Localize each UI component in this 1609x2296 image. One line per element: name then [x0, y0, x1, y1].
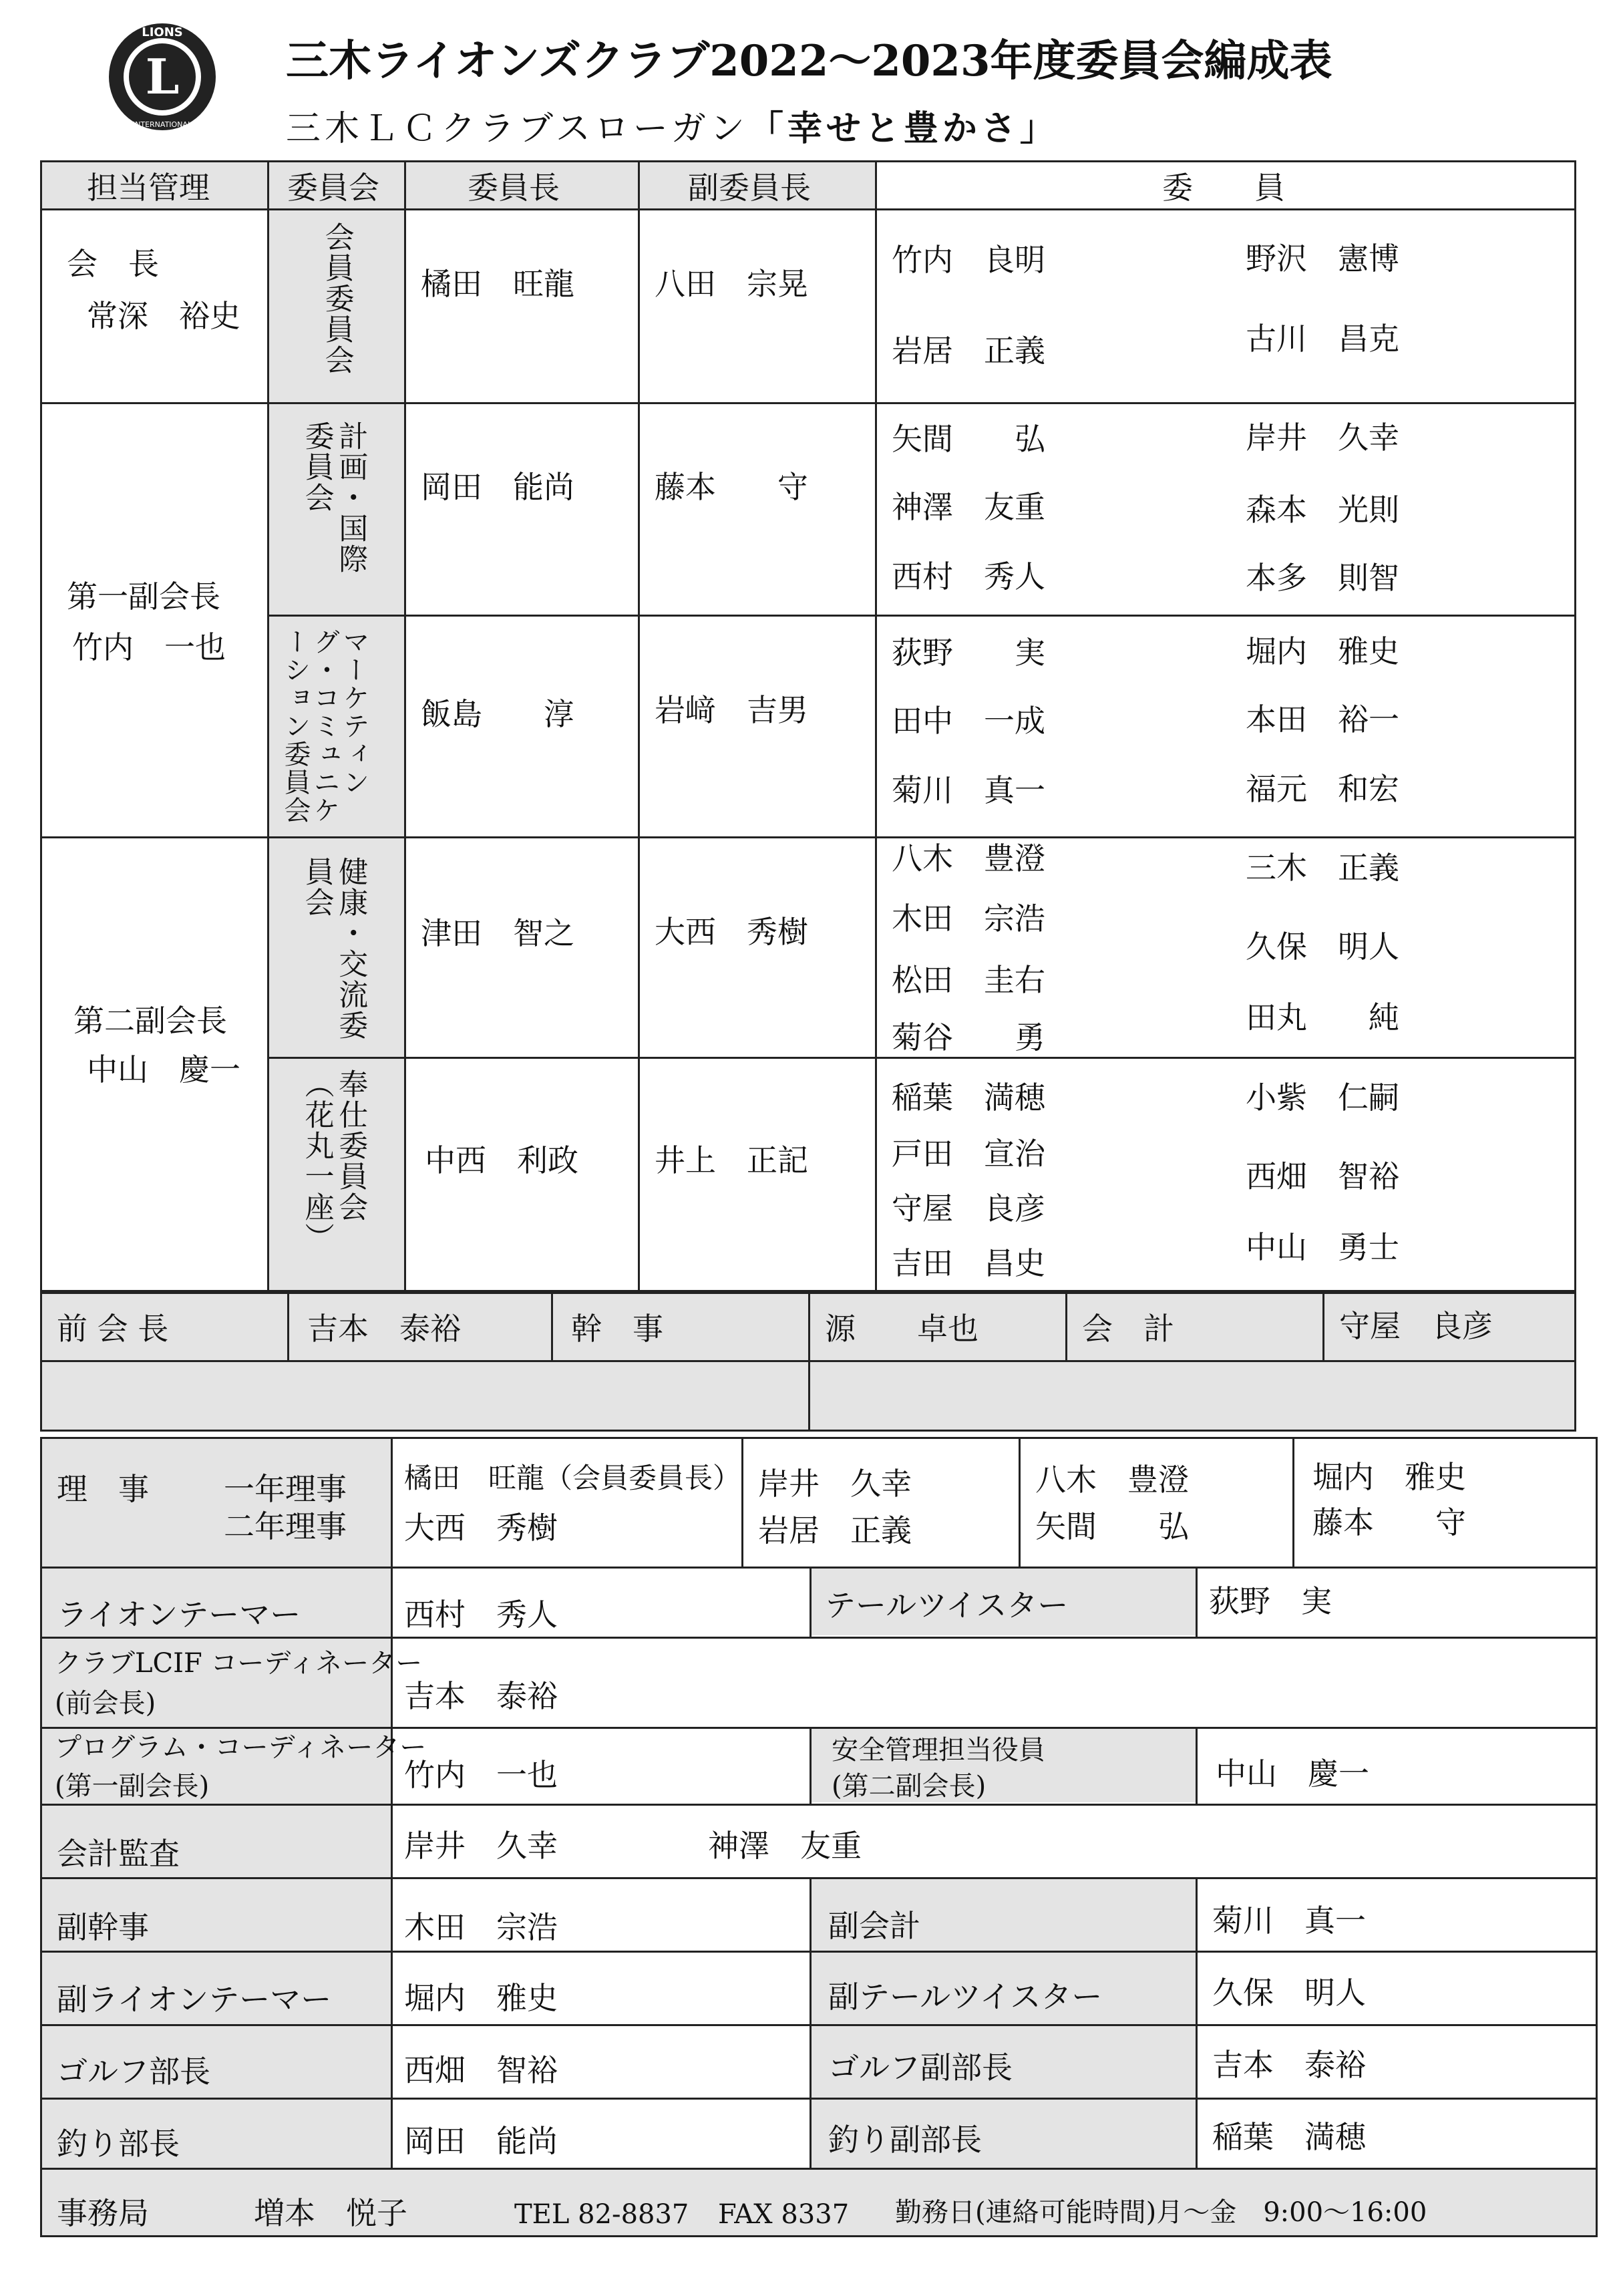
group-role: 第二副会長	[73, 1003, 227, 1039]
committee-name: 会員委員会	[319, 222, 354, 375]
committee-member: 堀内 雅史	[1246, 633, 1399, 669]
office-fax: FAX 8337	[718, 2199, 850, 2230]
auditor-name: 神澤 友重	[708, 1828, 862, 1864]
vice-tail-twister-label: 副テールツイスター	[828, 1979, 1103, 2015]
committee-member: 本多 則智	[1246, 560, 1399, 596]
group-name: 常深 裕史	[87, 298, 240, 334]
vice-secretary-name: 木田 宗浩	[404, 1909, 558, 1945]
director-name: 橘田 旺龍（会員委員長）	[404, 1462, 741, 1494]
committee-chair: 中西 利政	[425, 1142, 578, 1178]
committee-chair: 岡田 能尚	[421, 469, 574, 505]
committee-member: 小紫 仁嗣	[1246, 1080, 1399, 1116]
committee-member: 久保 明人	[1246, 929, 1399, 965]
committee-member: 八木 豊澄	[892, 840, 1045, 876]
committee-member: 森本 光則	[1246, 492, 1399, 528]
safety-label-sub: (第二副会長)	[832, 1771, 987, 1802]
directors-year2-label: 二年理事	[224, 1508, 347, 1544]
group-name: 中山 慶一	[87, 1051, 240, 1088]
director-name: 堀内 雅史	[1312, 1459, 1466, 1495]
committee-vice-chair: 岩﨑 吉男	[655, 692, 808, 728]
committee-member: 田中 一成	[892, 703, 1045, 739]
committee-member: 西村 秀人	[892, 558, 1045, 595]
director-name: 大西 秀樹	[404, 1510, 558, 1546]
group-name: 竹内 一也	[72, 629, 226, 665]
director-name: 藤本 守	[1312, 1504, 1466, 1540]
safety-name: 中山 慶一	[1216, 1756, 1369, 1792]
svg-text:L: L	[145, 48, 180, 105]
director-name: 八木 豊澄	[1035, 1462, 1189, 1498]
committee-member: 戸田 宣治	[892, 1136, 1045, 1172]
secretary-label: 幹 事	[571, 1311, 663, 1347]
vice-treasurer-name: 菊川 真一	[1212, 1903, 1366, 1939]
committee-vice-chair: 大西 秀樹	[655, 914, 808, 950]
golf-vice-name: 吉本 泰裕	[1212, 2047, 1366, 2083]
committee-member: 岸井 久幸	[1246, 420, 1399, 456]
committee-member: 岩居 正義	[892, 333, 1045, 369]
fishing-vice-name: 稲葉 満穂	[1212, 2119, 1366, 2155]
auditor-label: 会計監査	[57, 1836, 180, 1872]
committee-member: 福元 和宏	[1246, 771, 1399, 807]
director-name: 岩居 正義	[758, 1512, 912, 1548]
secretary-name: 源 卓也	[825, 1311, 978, 1347]
lion-tamer-label: ライオンテーマー	[57, 1597, 301, 1633]
lions-logo	[106, 20, 219, 134]
lcif-name: 吉本 泰裕	[404, 1678, 558, 1714]
committee-member: 野沢 憲博	[1246, 240, 1399, 277]
tail-twister-label: テールツイスター	[825, 1587, 1069, 1623]
treasurer-name: 守屋 良彦	[1339, 1308, 1493, 1344]
golf-label: ゴルフ部長	[57, 2054, 210, 2090]
committee-member: 三木 正義	[1246, 850, 1399, 886]
office-hours: 勤務日(連絡可能時間)月～金 9:00～16:00	[895, 2197, 1427, 2228]
committee-name: 計画・国際委員会	[299, 421, 368, 575]
group-role: 第一副会長	[67, 579, 220, 615]
header-chair: 委員長	[468, 170, 560, 206]
treasurer-label: 会 計	[1082, 1311, 1174, 1347]
office-tel: TEL 82-8837	[514, 2199, 689, 2230]
vice-lion-tamer-name: 堀内 雅史	[404, 1980, 558, 2016]
office-name: 増本 悦子	[254, 2195, 407, 2231]
header-members: 委 員	[1162, 170, 1285, 206]
vice-tail-twister-name: 久保 明人	[1212, 1975, 1366, 2011]
fishing-name: 岡田 能尚	[404, 2123, 558, 2159]
past-president-label: 前 会 長	[57, 1311, 169, 1347]
director-name: 岸井 久幸	[758, 1466, 912, 1502]
vice-treasurer-label: 副会計	[828, 1908, 920, 1944]
page-title: 三木ライオンズクラブ2022～2023年度委員会編成表	[286, 36, 1332, 86]
committee-member: 矢間 弘	[892, 421, 1045, 457]
committee-member: 西畑 智裕	[1246, 1158, 1399, 1194]
svg-text:INTERNATIONAL: INTERNATIONAL	[132, 120, 192, 129]
committee-chair: 橘田 旺龍	[421, 266, 574, 302]
committee-chair: 飯島 淳	[421, 696, 574, 732]
slogan-text: 「幸せと豊かさ」	[748, 108, 1059, 149]
committee-vice-chair: 藤本 守	[655, 469, 808, 505]
program-name: 竹内 一也	[404, 1757, 558, 1793]
directors-label: 理 事	[57, 1471, 149, 1507]
committee-member: 竹内 良明	[892, 242, 1045, 278]
committee-member: 古川 昌克	[1246, 321, 1399, 357]
committee-member: 菊川 真一	[892, 772, 1045, 808]
slogan-prefix: 三木ＬＣクラブスローガン	[286, 109, 749, 149]
lcif-label: クラブLCIF コーディネーター	[55, 1648, 423, 1679]
lion-tamer-name: 西村 秀人	[404, 1597, 558, 1633]
committee-name: マーケティング・コミュニケーション委員会	[280, 628, 369, 824]
committee-member: 吉田 昌史	[892, 1245, 1045, 1281]
fishing-vice-label: 釣り副部長	[828, 2122, 982, 2158]
vice-secretary-label: 副幹事	[57, 1909, 149, 1945]
auditor-name: 岸井 久幸	[404, 1828, 558, 1864]
director-name: 矢間 弘	[1035, 1508, 1189, 1544]
committee-vice-chair: 井上 正記	[655, 1142, 808, 1178]
club-slogan	[286, 100, 1059, 150]
committee-member: 中山 勇士	[1246, 1229, 1399, 1265]
committee-chair: 津田 智之	[421, 915, 574, 951]
committee-name: 奉仕委員会（花丸一座）	[299, 1069, 368, 1253]
committee-member: 神澤 友重	[892, 489, 1045, 525]
header-committee: 委員会	[287, 170, 379, 206]
golf-vice-label: ゴルフ副部長	[828, 2049, 1013, 2086]
vice-lion-tamer-label: 副ライオンテーマー	[57, 1981, 332, 2017]
committee-member: 田丸 純	[1246, 999, 1399, 1035]
golf-name: 西畑 智裕	[404, 2052, 558, 2088]
group-role: 会 長	[67, 246, 159, 282]
tail-twister-name: 荻野 実	[1209, 1583, 1332, 1619]
header-vice-chair: 副委員長	[688, 170, 811, 206]
svg-text:LIONS: LIONS	[142, 25, 183, 39]
lcif-label-sub: (前会長)	[55, 1688, 156, 1719]
directors-year1-label: 一年理事	[224, 1471, 347, 1507]
program-label-sub: (第一副会長)	[55, 1771, 210, 1802]
committee-member: 木田 宗浩	[892, 900, 1045, 937]
committee-member: 守屋 良彦	[892, 1190, 1045, 1226]
office-label: 事務局	[57, 2195, 149, 2231]
program-label: プログラム・コーディネーター	[55, 1732, 427, 1763]
committee-member: 菊谷 勇	[892, 1019, 1045, 1055]
committee-member: 本田 裕一	[1246, 701, 1399, 737]
committee-member: 荻野 実	[892, 635, 1045, 671]
fishing-label: 釣り部長	[57, 2126, 180, 2162]
safety-label: 安全管理担当役員	[832, 1735, 1045, 1766]
committee-member: 松田 圭右	[892, 962, 1045, 998]
header-manager: 担当管理	[87, 170, 210, 206]
committee-name: 健康・交流委員会	[299, 856, 368, 1041]
past-president-name: 吉本 泰裕	[307, 1311, 461, 1347]
committee-member: 稲葉 満穂	[892, 1080, 1045, 1116]
committee-vice-chair: 八田 宗晃	[655, 266, 808, 302]
